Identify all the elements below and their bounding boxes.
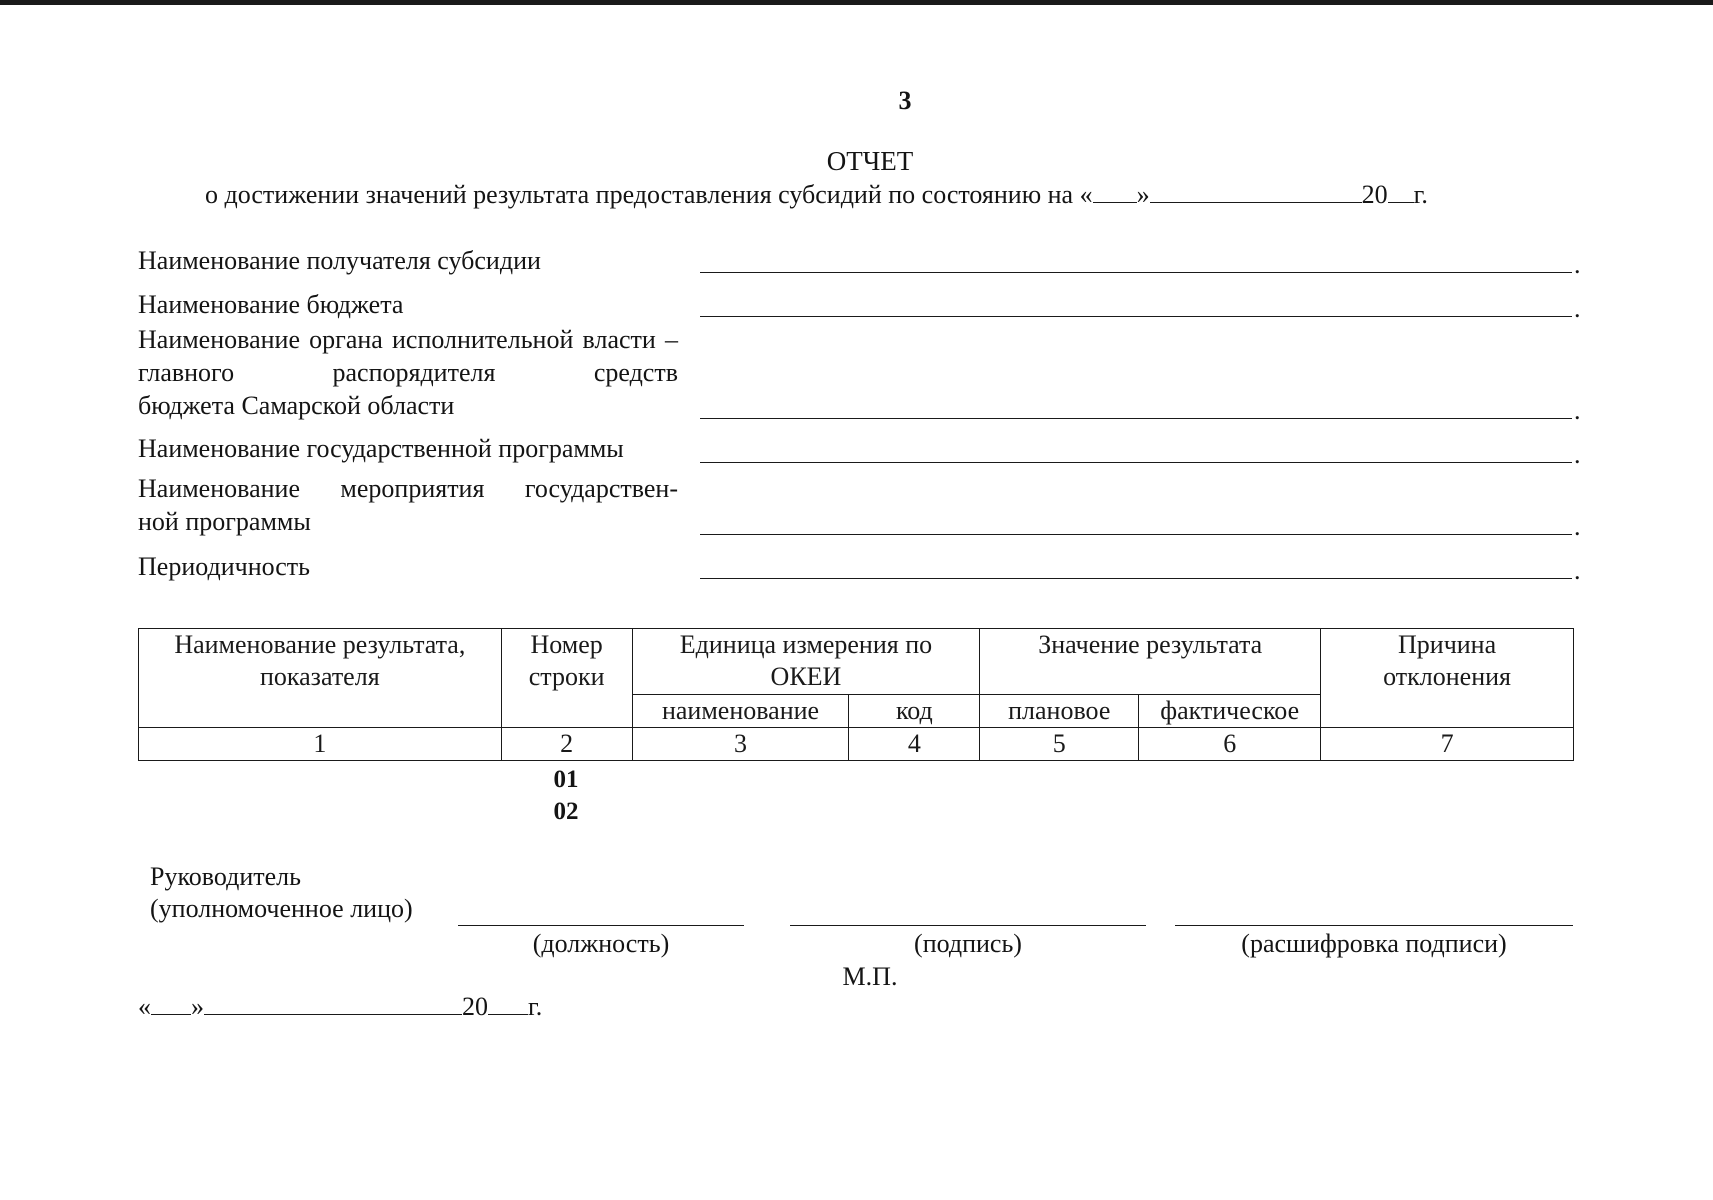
column-number: 5 bbox=[980, 728, 1139, 761]
position-caption: (должность) bbox=[532, 929, 670, 958]
header-actual: фактическое bbox=[1139, 695, 1321, 728]
subtitle-close-quote: » bbox=[1136, 180, 1150, 209]
column-number: 4 bbox=[849, 728, 980, 761]
field-line-periodicity[interactable] bbox=[700, 578, 1572, 579]
row-number: 01 bbox=[553, 766, 579, 793]
field-end-mark: . bbox=[1574, 440, 1581, 469]
position-line[interactable] bbox=[458, 925, 744, 926]
table-header-row bbox=[139, 629, 1574, 695]
header-result-value: Значение результата bbox=[980, 629, 1321, 695]
field-line-budget[interactable] bbox=[700, 316, 1572, 317]
top-border-rule bbox=[0, 0, 1713, 5]
signatory-label-line2: (уполномоченное лицо) bbox=[150, 894, 413, 923]
report-subtitle bbox=[205, 180, 1428, 210]
field-line-activity[interactable] bbox=[700, 534, 1572, 535]
column-number: 7 bbox=[1321, 728, 1574, 761]
field-end-mark: . bbox=[1574, 250, 1581, 279]
header-result-name: Наименование результата, показателя bbox=[139, 629, 502, 728]
date-month-blank[interactable] bbox=[204, 992, 462, 1015]
date-line bbox=[138, 992, 542, 1022]
field-label-recipient: Наименование получателя субсидии bbox=[138, 246, 541, 275]
subtitle-text: о достижении значений результата предоставления субсидий по состоянию на « bbox=[205, 180, 1093, 209]
date-close-quote: » bbox=[191, 992, 204, 1021]
field-label-program: Наименование государственной программы bbox=[138, 434, 624, 463]
field-label-activity-line2: ной программы bbox=[138, 507, 311, 536]
page-number: 3 bbox=[898, 86, 912, 115]
field-line-authority[interactable] bbox=[700, 418, 1572, 419]
date-year-prefix: 20 bbox=[462, 992, 488, 1021]
field-end-mark: . bbox=[1574, 512, 1581, 541]
report-title: ОТЧЕТ bbox=[826, 146, 914, 176]
field-line-program[interactable] bbox=[700, 462, 1572, 463]
signature-line[interactable] bbox=[790, 925, 1146, 926]
field-label-authority-line2: бюджета Самарской области bbox=[138, 391, 455, 420]
column-number: 6 bbox=[1139, 728, 1321, 761]
signature-caption: (подпись) bbox=[914, 929, 1022, 958]
subtitle-year-prefix: 20 bbox=[1361, 180, 1388, 209]
stamp-mark: М.П. bbox=[842, 962, 898, 991]
column-number: 2 bbox=[501, 728, 632, 761]
field-end-mark: . bbox=[1574, 556, 1581, 585]
date-open-quote: « bbox=[138, 992, 151, 1021]
subtitle-year-suffix: г. bbox=[1413, 180, 1428, 209]
header-planned: плановое bbox=[980, 695, 1139, 728]
header-unit-code: код bbox=[849, 695, 980, 728]
year-blank[interactable] bbox=[1388, 180, 1414, 203]
field-end-mark: . bbox=[1574, 294, 1581, 323]
header-unit-okei: Единица измерения по ОКЕИ bbox=[632, 629, 980, 695]
signature-decoding-caption: (расшифровка подписи) bbox=[1241, 929, 1507, 958]
field-label-activity-line1: Наименование мероприятия государствен- bbox=[138, 474, 678, 503]
month-blank[interactable] bbox=[1150, 180, 1362, 203]
field-label-periodicity: Периодичность bbox=[138, 552, 311, 581]
column-number: 3 bbox=[632, 728, 849, 761]
signatory-label-line1: Руководитель bbox=[150, 862, 301, 891]
day-blank[interactable] bbox=[1093, 180, 1137, 203]
field-end-mark: . bbox=[1574, 396, 1581, 425]
field-label-budget: Наименование бюджета bbox=[138, 290, 404, 319]
row-number: 02 bbox=[553, 798, 579, 825]
field-line-recipient[interactable] bbox=[700, 272, 1572, 273]
signature-decoding-line[interactable] bbox=[1175, 925, 1573, 926]
report-table bbox=[138, 628, 1574, 761]
date-year-suffix: г. bbox=[528, 992, 543, 1021]
field-label-authority bbox=[138, 323, 678, 422]
header-row-number: Номер строки bbox=[501, 629, 632, 728]
header-deviation-reason: Причина отклонения bbox=[1321, 629, 1574, 728]
column-number: 1 bbox=[139, 728, 502, 761]
date-day-blank[interactable] bbox=[151, 992, 191, 1015]
date-year-blank[interactable] bbox=[488, 992, 528, 1015]
header-unit-name: наименование bbox=[632, 695, 849, 728]
column-number-row bbox=[139, 728, 1574, 761]
field-label-authority-line1: Наименование органа исполнительной власти – главного распорядителя средств bbox=[138, 325, 678, 387]
field-label-activity bbox=[138, 472, 678, 538]
